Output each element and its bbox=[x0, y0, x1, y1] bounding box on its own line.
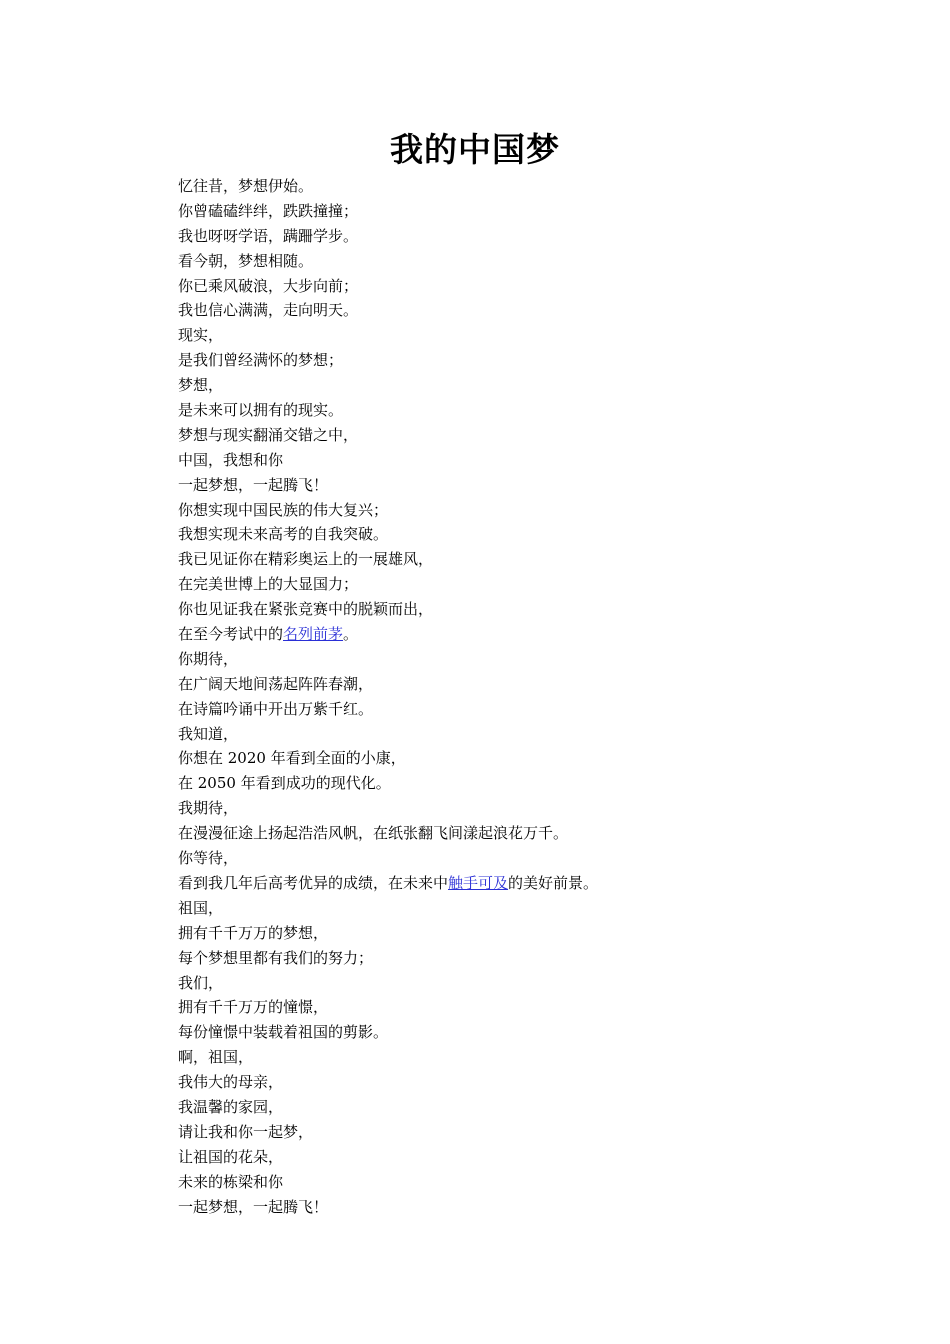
poem-line: 未来的栋梁和你 bbox=[178, 1172, 284, 1191]
poem-line: 是未来可以拥有的现实。 bbox=[178, 401, 344, 420]
hyperlink[interactable]: 名列前茅 bbox=[283, 625, 344, 644]
poem-line: 你想实现中国民族的伟大复兴； bbox=[178, 500, 389, 519]
poem-line: 我期待， bbox=[178, 799, 239, 818]
poem-line: 你等待， bbox=[178, 849, 239, 868]
poem-line: 梦想， bbox=[178, 376, 224, 395]
poem-line: 你也见证我在紧张竞赛中的脱颖而出， bbox=[178, 600, 434, 619]
poem-line: 在诗篇吟诵中开出万紫千红。 bbox=[178, 699, 374, 718]
hyperlink[interactable]: 触手可及 bbox=[448, 873, 509, 892]
poem-line: 祖国， bbox=[178, 898, 224, 917]
poem-line: 让祖国的花朵， bbox=[178, 1147, 284, 1166]
poem-line: 我也信心满满，走向明天。 bbox=[178, 301, 359, 320]
poem-line: 一起梦想，一起腾飞！ bbox=[178, 1197, 329, 1216]
poem-line: 请让我和你一起梦， bbox=[178, 1122, 314, 1141]
poem-line: 每个梦想里都有我们的努力； bbox=[178, 948, 374, 967]
poem-line: 我想实现未来高考的自我突破。 bbox=[178, 525, 389, 544]
poem-line-text: 在至今考试中的 bbox=[178, 625, 284, 644]
poem-line: 我已见证你在精彩奥运上的一展雄风， bbox=[178, 550, 434, 569]
poem-line: 我温馨的家园， bbox=[178, 1097, 284, 1116]
poem-line: 拥有千千万万的憧憬， bbox=[178, 998, 329, 1017]
poem-line: 我伟大的母亲， bbox=[178, 1073, 284, 1092]
poem-line: 你期待， bbox=[178, 649, 239, 668]
poem-line bbox=[178, 871, 878, 896]
poem-line: 啊，祖国， bbox=[178, 1048, 254, 1067]
poem-line: 是我们曾经满怀的梦想； bbox=[178, 351, 344, 370]
poem-line: 看今朝，梦想相随。 bbox=[178, 251, 314, 270]
poem-line: 你想在 2020 年看到全面的小康， bbox=[178, 749, 406, 768]
poem-line-text: 看到我几年后高考优异的成绩，在未来中 bbox=[178, 873, 449, 892]
poem-line: 我也呀呀学语，蹒跚学步。 bbox=[178, 226, 359, 245]
poem-line: 在 2050 年看到成功的现代化。 bbox=[178, 774, 391, 793]
document-title: 我的中国梦 bbox=[390, 130, 560, 169]
poem-line: 我知道， bbox=[178, 724, 239, 743]
poem-line: 每份憧憬中装载着祖国的剪影。 bbox=[178, 1023, 389, 1042]
poem-line: 在广阔天地间荡起阵阵春潮， bbox=[178, 674, 374, 693]
poem-line-text: 。 bbox=[343, 625, 359, 644]
poem-line: 一起梦想，一起腾飞！ bbox=[178, 475, 329, 494]
poem-line: 忆往昔，梦想伊始。 bbox=[178, 177, 314, 195]
poem-body bbox=[178, 174, 878, 1219]
poem-line: 你曾磕磕绊绊，跌跌撞撞； bbox=[178, 201, 359, 220]
poem-line: 在完美世博上的大显国力； bbox=[178, 575, 359, 594]
poem-line: 在漫漫征途上扬起浩浩风帆，在纸张翻飞间漾起浪花万千。 bbox=[178, 824, 569, 843]
poem-line bbox=[178, 622, 878, 647]
poem-line: 中国，我想和你 bbox=[178, 450, 284, 469]
poem-line: 梦想与现实翻涌交错之中， bbox=[178, 425, 359, 444]
poem-line: 现实， bbox=[178, 326, 224, 345]
poem-line-text: 的美好前景。 bbox=[508, 873, 599, 892]
poem-line: 你已乘风破浪，大步向前； bbox=[178, 276, 359, 295]
poem-line: 拥有千千万万的梦想， bbox=[178, 923, 329, 942]
poem-line: 我们， bbox=[178, 973, 224, 992]
